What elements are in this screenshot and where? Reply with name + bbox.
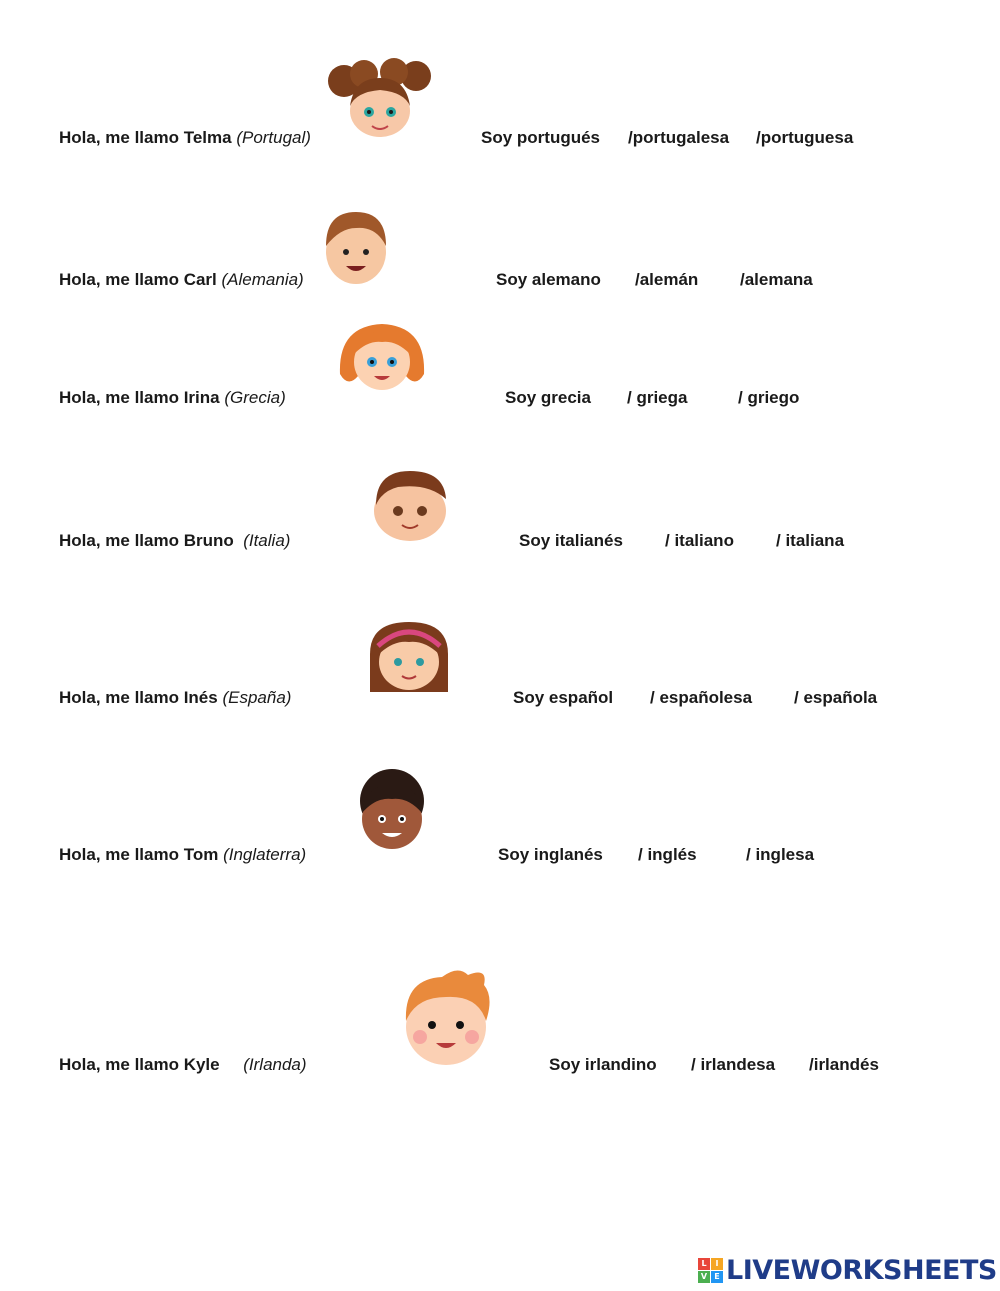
answer-option[interactable]: / inglés: [638, 845, 697, 864]
logo-tile: V: [698, 1271, 710, 1283]
sentence-row: [0, 270, 1000, 289]
logo-tiles-icon: [698, 1258, 723, 1283]
country-label: (Portugal): [236, 128, 311, 147]
intro-text: Hola, me llamo Inés (España): [59, 688, 292, 707]
answer-option[interactable]: /irlandés: [809, 1055, 879, 1074]
answer-option[interactable]: Soy alemano: [496, 270, 601, 289]
intro-text: Hola, me llamo Bruno (Italia): [59, 531, 291, 550]
boy-brown-hair-face-icon: [320, 204, 392, 293]
answer-option[interactable]: /portuguesa: [756, 128, 854, 147]
answer-option[interactable]: / españolesa: [650, 688, 753, 707]
answer-option[interactable]: Soy inglanés: [498, 845, 603, 864]
logo-tile: I: [711, 1258, 723, 1270]
intro-text: Hola, me llamo Irina (Grecia): [59, 388, 286, 407]
liveworksheets-logo: [698, 1256, 997, 1284]
country-label: (Grecia): [224, 388, 286, 407]
boy-curly-hair-face-icon: [350, 769, 434, 860]
girl-curly-hair-face-icon: [324, 56, 434, 151]
answer-option[interactable]: / italiano: [665, 531, 734, 550]
country-label: (Inglaterra): [223, 845, 307, 864]
sentence-row: [0, 1055, 1000, 1074]
sentence-row: [0, 688, 1000, 707]
answer-option[interactable]: / española: [794, 688, 878, 707]
answer-option[interactable]: / italiana: [776, 531, 845, 550]
answer-option[interactable]: / griega: [627, 388, 688, 407]
intro-text: Hola, me llamo Tom (Inglaterra): [59, 845, 307, 864]
logo-tile: L: [698, 1258, 710, 1270]
sentence-row: [0, 388, 1000, 407]
answer-option[interactable]: Soy italianés: [519, 531, 623, 550]
answer-option[interactable]: /alemán: [635, 270, 699, 289]
country-label: (Irlanda): [243, 1055, 307, 1074]
answer-option[interactable]: / inglesa: [746, 845, 815, 864]
sentence-row: [0, 845, 1000, 864]
sentence-row: [0, 128, 1000, 147]
answer-option[interactable]: /alemana: [740, 270, 813, 289]
answer-option[interactable]: / irlandesa: [691, 1055, 776, 1074]
answer-option[interactable]: Soy grecia: [505, 388, 591, 407]
sentence-row: [0, 531, 1000, 550]
logo-tile: E: [711, 1271, 723, 1283]
logo-text: LIVEWORKSHEETS: [726, 1254, 997, 1286]
intro-text: Hola, me llamo Telma (Portugal): [59, 128, 311, 147]
boy-dark-hair-face-icon: [368, 465, 452, 550]
girl-headband-face-icon: [366, 618, 452, 699]
answer-option[interactable]: Soy irlandino: [549, 1055, 657, 1074]
answer-option[interactable]: /portugalesa: [628, 128, 730, 147]
girl-red-hair-face-icon: [336, 318, 428, 403]
answer-option[interactable]: Soy español: [513, 688, 614, 707]
country-label: (Italia): [243, 531, 291, 550]
answer-option[interactable]: Soy portugués: [481, 128, 601, 147]
boy-orange-hair-face-icon: [398, 965, 494, 1074]
country-label: (España): [222, 688, 292, 707]
intro-text: Hola, me llamo Kyle (Irlanda): [59, 1055, 307, 1074]
country-label: (Alemania): [221, 270, 304, 289]
answer-option[interactable]: / griego: [738, 388, 800, 407]
intro-text: Hola, me llamo Carl (Alemania): [59, 270, 304, 289]
